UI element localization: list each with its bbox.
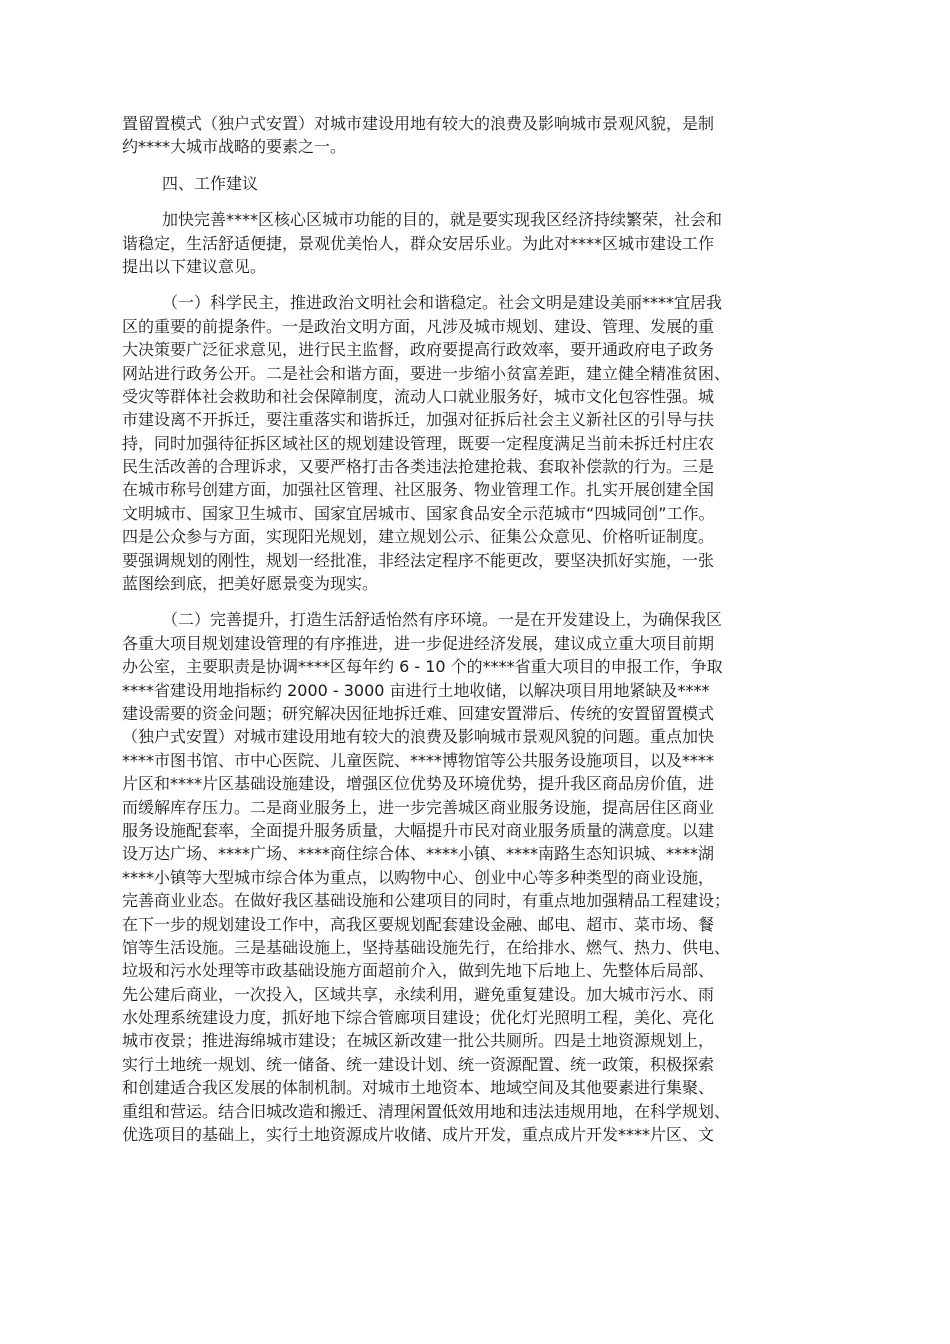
section-heading: 四、工作建议 [162, 173, 259, 193]
text-line: 建设需要的资金问题；研究解决因征地拆迁难、回建安置滞后、传统的安置留置模式 [122, 703, 715, 723]
text-line: 要强调规划的刚性，规划一经批准，非经法定程序不能更改，要坚决抓好实施，一张 [122, 550, 715, 570]
text-line: 服务设施配套率，全面提升服务质量，大幅提升市民对商业服务质量的满意度。以建 [122, 820, 715, 840]
item-two-paragraph [122, 608, 840, 1146]
text-line: 民生活改善的合理诉求，又要严格打击各类违法抢建抢栽、套取补偿款的行为。三是 [122, 457, 715, 477]
text-line: 持，同时加强待征拆区域社区的规划建设管理，既要一定程度满足当前未拆迁村庄农 [122, 433, 715, 453]
text-line: 置留置模式（独户式安置）对城市建设用地有较大的浪费及影响城市景观风貌，是制 [122, 114, 715, 133]
text-line: 完善商业业态。在做好我区基础设施和公建项目的同时，有重点地加强精品工程建设； [122, 891, 731, 911]
section-heading-paragraph [122, 172, 840, 195]
text-line: ****市图书馆、市中心医院、儿童医院、****博物馆等公共服务设施项目，以及**** [122, 750, 715, 770]
intro-continuation-paragraph [122, 112, 840, 159]
text-line: 区的重要的前提条件。一是政治文明方面，凡涉及城市规划、建设、管理、发展的重 [122, 316, 715, 336]
text-line: 提出以下建议意见。 [122, 256, 267, 276]
text-line: 蓝图绘到底，把美好愿景变为现实。 [122, 574, 379, 594]
text-line: 文明城市、国家卫生城市、国家宜居城市、国家食品安全示范城市“四城同创”工作。 [122, 503, 715, 523]
text-line: 办公室，主要职责是协调****区每年约 6 - 10 个的****省重大项目的申报工作，争取 [122, 657, 723, 677]
text-line: 片区和****片区基础设施建设，增强区位优势及环境优势，提升我区商品房价值，进 [122, 774, 715, 794]
item-one-paragraph [122, 291, 840, 595]
text-line: 加快完善****区核心区城市功能的目的，就是要实现我区经济持续繁荣，社会和 [162, 210, 723, 230]
text-line: 在下一步的规划建设工作中，高我区要规划配套建设金融、邮电、超市、菜市场、餐 [122, 914, 715, 934]
text-line: 城市夜景；推进海绵城市建设；在城区新改建一批公共厕所。四是土地资源规划上， [122, 1031, 715, 1051]
text-line: 设万达广场、****广场、****商住综合体、****小镇、****南路生态知识城、****湖 [122, 844, 715, 864]
text-line: 和创建适合我区发展的体制机制。对城市土地资本、地域空间及其他要素进行集聚、 [122, 1078, 715, 1098]
text-line: 约****大城市战略的要素之一。 [122, 137, 347, 157]
text-line: 谐稳定，生活舒适便捷，景观优美怡人，群众安居乐业。为此对****区城市建设工作 [122, 233, 715, 253]
text-line: （一）科学民主，推进政治文明社会和谐稳定。社会文明是建设美丽****宜居我 [162, 293, 723, 313]
document-page [122, 112, 840, 1146]
text-line: ****省建设用地指标约 2000 - 3000 亩进行土地收储，以解决项目用地紧缺及**** [122, 680, 710, 700]
text-line: 馆等生活设施。三是基础设施上，坚持基础设施先行，在给排水、燃气、热力、供电、 [122, 937, 731, 957]
text-line: 受灾等群体社会救助和社会保障制度，流动人口就业服务好，城市文化包容性强。城 [122, 386, 715, 406]
text-line: 实行土地统一规划、统一储备、统一建设计划、统一资源配置、统一政策，积极探索 [122, 1054, 715, 1074]
text-line: 市建设离不开拆迁，要注重落实和谐拆迁，加强对征拆后社会主义新社区的引导与扶 [122, 410, 715, 430]
text-line: （二）完善提升，打造生活舒适怡然有序环境。一是在开发建设上，为确保我区 [162, 610, 723, 630]
text-line: 在城市称号创建方面，加强社区管理、社区服务、物业管理工作。扎实开展创建全国 [122, 480, 715, 500]
text-line: ****小镇等大型城市综合体为重点，以购物中心、创业中心等多种类型的商业设施， [122, 867, 715, 887]
text-line: 优选项目的基础上，实行土地资源成片收储、成片开发，重点成片开发****片区、文 [122, 1125, 715, 1145]
text-line: 垃圾和污水处理等市政基础设施方面超前介入，做到先地下后地上、先整体后局部、 [122, 961, 715, 981]
text-line: 大决策要广泛征求意见，进行民主监督，政府要提高行政效率，要开通政府电子政务 [122, 340, 715, 360]
text-line: 重组和营运。结合旧城改造和搬迁、清理闲置低效用地和违法违规用地，在科学规划、 [122, 1101, 731, 1121]
section-intro-paragraph [122, 208, 840, 278]
text-line: 各重大项目规划建设管理的有序推进，进一步促进经济发展，建议成立重大项目前期 [122, 633, 715, 653]
text-line: 而缓解库存压力。二是商业服务上，进一步完善城区商业服务设施，提高居住区商业 [122, 797, 715, 817]
text-line: 先公建后商业，一次投入，区域共享，永续利用，避免重复建设。加大城市污水、雨 [122, 984, 715, 1004]
text-line: 水处理系统建设力度，抓好地下综合管廊项目建设；优化灯光照明工程，美化、亮化 [122, 1008, 715, 1028]
text-line: 网站进行政务公开。二是社会和谐方面，要进一步缩小贫富差距，建立健全精准贫困、 [122, 363, 731, 383]
text-line: 四是公众参与方面，实现阳光规划，建立规划公示、征集公众意见、价格听证制度。 [122, 527, 715, 547]
text-line: （独户式安置）对城市建设用地有较大的浪费及影响城市景观风貌的问题。重点加快 [122, 727, 715, 747]
